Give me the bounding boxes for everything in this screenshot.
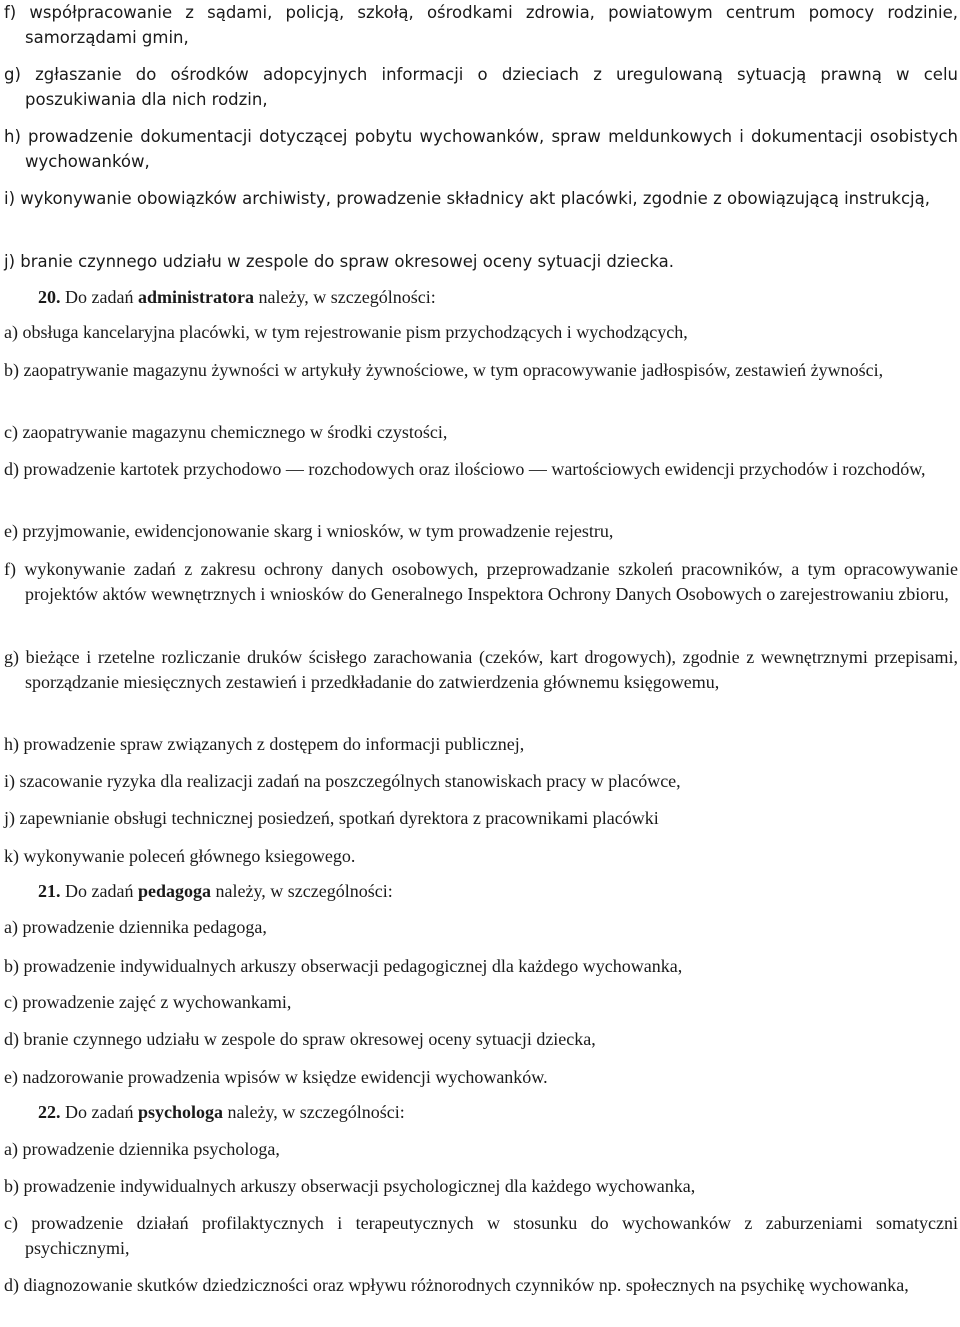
list-item: c) prowadzenie zajęć z wychowankami, <box>4 992 292 1012</box>
list-item: d) diagnozowanie skutków dziedziczności oraz wpływu różnorodnych czynników np. społecznych na psychikę wychowanka, <box>4 1275 909 1295</box>
section-role: pedagoga <box>137 881 211 901</box>
list-item: b) prowadzenie indywidualnych arkuszy obserwacji psychologicznej dla każdego wychowanka, <box>4 1176 696 1196</box>
section-outro: należy, w szczególności: <box>227 1102 405 1122</box>
list-item: g) bieżące i rzetelne rozliczanie druków ścisłego zarachowania (czeków, kart drogowych), zgodnie z wewnętrznymi przepisami, sporządzanie miesięcznych zestawień i przedkładanie do zatwierdzenia głównemu księgowemu, <box>4 647 958 692</box>
list-item: b) prowadzenie indywidualnych arkuszy obserwacji pedagogicznej dla każdego wychowanka, <box>4 956 683 976</box>
section-outro: należy, w szczególności: <box>258 287 436 307</box>
section-heading-21 <box>38 879 393 904</box>
list-item: h) prowadzenie dokumentacji dotyczącej pobytu wychowanków, spraw meldunkowych i dokumentacji osobistych wychowanków, <box>4 127 958 171</box>
section-intro: Do zadań <box>65 287 134 307</box>
list-item: k) wykonywanie poleceń głównego ksiegowego. <box>4 846 356 866</box>
section-heading-20 <box>38 285 436 310</box>
section-number: 20. <box>38 287 61 307</box>
section-outro: należy, w szczególności: <box>215 881 393 901</box>
list-item: j) branie czynnego udziału w zespole do spraw okresowej oceny sytuacji dziecka. <box>4 252 674 271</box>
list-item: a) prowadzenie dziennika psychologa, <box>4 1139 280 1159</box>
list-item: i) szacowanie ryzyka dla realizacji zadań na poszczególnych stanowiskach pracy w placówce, <box>4 771 681 791</box>
section-number: 22. <box>38 1102 61 1122</box>
section-number: 21. <box>38 881 61 901</box>
section-intro: Do zadań <box>65 881 134 901</box>
list-item: d) prowadzenie kartotek przychodowo — rozchodowych oraz ilościowo — wartościowych ewidencji przychodów i rozchodów, <box>4 459 926 479</box>
list-item: c) prowadzenie działań profilaktycznych i terapeutycznych w stosunku do wychowanków z zaburzeniami somatyczni psychicznymi, <box>4 1213 958 1258</box>
list-item: f) współpracowanie z sądami, policją, szkołą, ośrodkami zdrowia, powiatowym centrum pomocy rodzinie, samorządami gmin, <box>4 3 958 47</box>
list-item: c) zaopatrywanie magazynu chemicznego w środki czystości, <box>4 422 448 442</box>
list-item: g) zgłaszanie do ośrodków adopcyjnych informacji o dzieciach z uregulowaną sytuacją prawną w celu poszukiwania dla nich rodzin, <box>4 65 958 109</box>
section-intro: Do zadań <box>65 1102 134 1122</box>
list-item: i) wykonywanie obowiązków archiwisty, prowadzenie składnicy akt placówki, zgodnie z obowiązującą instrukcją, <box>4 189 930 208</box>
list-item: h) prowadzenie spraw związanych z dostępem do informacji publicznej, <box>4 734 525 754</box>
list-item: a) obsługa kancelaryjna placówki, w tym rejestrowanie pism przychodzących i wychodzących, <box>4 322 688 342</box>
list-item: e) nadzorowanie prowadzenia wpisów w księdze ewidencji wychowanków. <box>4 1067 548 1087</box>
list-item: f) wykonywanie zadań z zakresu ochrony danych osobowych, przeprowadzanie szkoleń pracowników, a tym opracowywanie projektów aktów wewnętrznych i wniosków do Generalnego Inspektora Ochrony Danych Osobowych o zarejestrowaniu zbioru, <box>4 559 958 604</box>
list-item: e) przyjmowanie, ewidencjonowanie skarg i wniosków, w tym prowadzenie rejestru, <box>4 521 614 541</box>
list-item: b) zaopatrywanie magazynu żywności w artykuły żywnościowe, w tym opracowywanie jadłospisów, zestawień żywności, <box>4 360 884 380</box>
section-heading-22 <box>38 1100 405 1125</box>
section-role: administratora <box>137 287 254 307</box>
list-item: j) zapewnianie obsługi technicznej posiedzeń, spotkań dyrektora z pracownikami placówki <box>4 808 659 828</box>
list-item: d) branie czynnego udziału w zespole do spraw okresowej oceny sytuacji dziecka, <box>4 1029 596 1049</box>
section-role: psychologa <box>137 1102 223 1122</box>
list-item: a) prowadzenie dziennika pedagoga, <box>4 917 267 937</box>
